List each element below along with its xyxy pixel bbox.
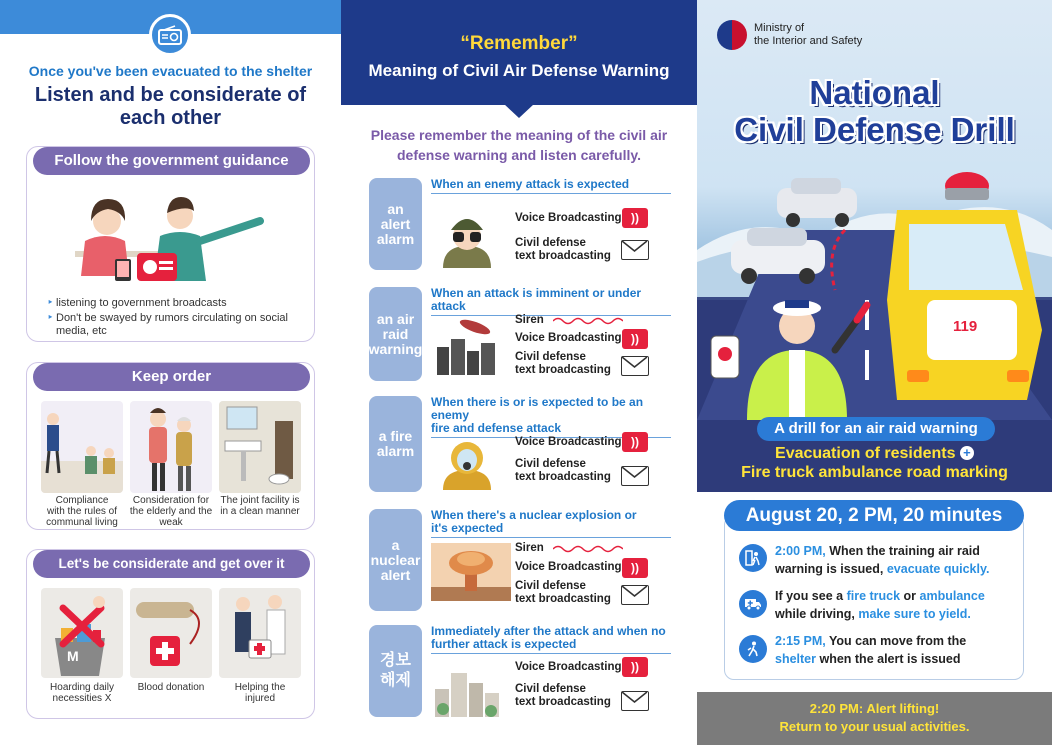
- drill-title: [697, 74, 1052, 148]
- caption-line: the elderly and the: [129, 506, 213, 517]
- alert-lifting-row: [369, 625, 684, 717]
- ministry-line: Ministry of: [754, 22, 805, 34]
- tag-line: a: [391, 536, 400, 553]
- mail-icon: [621, 356, 649, 376]
- alert-alarm-row: [369, 178, 684, 270]
- left-title: [0, 84, 341, 130]
- tag-line: alarm: [376, 443, 415, 459]
- siren-wave-icon: [553, 544, 623, 554]
- left-title-line2: each other: [119, 107, 222, 129]
- tag-line: an air: [376, 310, 415, 327]
- alert-lifting-footer: [697, 692, 1052, 745]
- caption-line: Hoarding daily: [50, 682, 114, 693]
- remember-heading: “Remember”: [460, 33, 578, 54]
- siren-label: Siren: [515, 542, 544, 554]
- caption-line: weak: [159, 517, 183, 528]
- considerate-box: [26, 549, 315, 719]
- evacuation-icon: [739, 544, 767, 572]
- voice-broadcast-icon: )): [622, 558, 648, 578]
- guidance-bullet-list: [47, 297, 307, 340]
- evacuation-text: [697, 444, 1052, 482]
- label-line: Civil defense: [515, 351, 586, 363]
- blood-donation-illustration: [130, 588, 212, 678]
- government-guidance-box: [26, 146, 315, 342]
- schedule-item-shelter: [775, 632, 1025, 668]
- city-buildings-icon: [431, 659, 503, 717]
- caption-line: necessities X: [52, 693, 112, 704]
- footer-line: Return to your usual activities.: [779, 719, 970, 734]
- blood-donation-caption: [126, 682, 216, 693]
- ministry-line: the Interior and Safety: [754, 35, 863, 47]
- subtitle-line: Please remember the meaning of the civil air: [370, 127, 668, 143]
- caption-line: with the rules of: [46, 506, 118, 517]
- voice-broadcast-icon: )): [622, 657, 648, 677]
- schedule-text: warning is issued,: [775, 562, 887, 576]
- right-panel: [697, 0, 1052, 745]
- walking-person-icon: [739, 635, 767, 663]
- helping-injured-illustration: [219, 588, 301, 678]
- voice-broadcast-icon: )): [622, 208, 648, 228]
- guidance-bullet: ‣ Don't be swayed by rumors circulating on social media, etc: [47, 312, 307, 338]
- schedule-text: You can move from the: [825, 634, 967, 648]
- mail-icon: [621, 585, 649, 605]
- air-raid-condition: [431, 287, 671, 316]
- voice-broadcasting-label: Voice Broadcasting: [515, 661, 622, 673]
- footer-line: 2:20 PM: Alert lifting!: [809, 701, 940, 716]
- schedule-highlight: shelter: [775, 652, 816, 666]
- voice-broadcast-icon: )): [622, 329, 648, 349]
- text-broadcasting-label: [515, 237, 611, 263]
- nuclear-alert-row: [369, 509, 684, 611]
- helping-injured-caption: [215, 682, 305, 704]
- caption-line: Blood donation: [137, 682, 205, 693]
- communal-rules-illustration: [41, 401, 123, 493]
- evacuation-line: Evacuation of residents: [775, 445, 956, 462]
- header-arrow: [504, 104, 534, 118]
- voice-broadcasting-label: Voice Broadcasting: [515, 212, 622, 224]
- label-line: Civil defense: [515, 237, 586, 249]
- mail-icon: [621, 466, 649, 486]
- label-line: text broadcasting: [515, 250, 611, 262]
- communal-rules-caption: [37, 495, 127, 528]
- alert-alarm-condition: [431, 178, 671, 194]
- condition-line: fire and defense attack: [431, 421, 562, 435]
- caption-line: communal living: [46, 517, 118, 528]
- air-raid-warning-row: [369, 287, 684, 381]
- label-line: Civil defense: [515, 683, 586, 695]
- label-line: Civil defense: [515, 458, 586, 470]
- voice-broadcasting-label: Voice Broadcasting: [515, 332, 622, 344]
- guidance-bullet: ‣ listening to government broadcasts: [47, 297, 307, 310]
- mail-icon: [621, 240, 649, 260]
- soldier-binoculars-icon: [431, 210, 503, 268]
- ministry-logo: [717, 20, 747, 50]
- left-subtitle: Once you've been evacuated to the shelter: [28, 63, 313, 79]
- alert-alarm-tag: [369, 178, 422, 270]
- tag-line: nuclear: [370, 551, 421, 568]
- nuclear-explosion-icon: [431, 543, 511, 601]
- caption-line: The joint facility is: [220, 495, 300, 506]
- schedule-box: [724, 515, 1024, 680]
- schedule-time: 2:15 PM,: [775, 634, 826, 648]
- drill-date-pill: August 20, 2 PM, 20 minutes: [724, 500, 1024, 531]
- text-broadcasting-label: [515, 351, 611, 377]
- car-icon: [777, 178, 857, 227]
- schedule-highlight: evacuate quickly.: [886, 562, 990, 576]
- keep-order-heading: Keep order: [33, 363, 310, 391]
- tag-line: an: [387, 200, 404, 217]
- tag-line: alert: [380, 215, 411, 232]
- label-line: text broadcasting: [515, 364, 611, 376]
- gas-mask-icon: [431, 432, 503, 490]
- drill-title-line: National: [809, 74, 940, 111]
- plus-icon: +: [960, 446, 974, 460]
- condition-line: When there's a nuclear explosion or: [431, 508, 637, 522]
- caption-line: Helping the: [234, 682, 286, 693]
- tag-line: a fire: [378, 428, 413, 444]
- schedule-highlight: ambulance: [919, 589, 985, 603]
- voice-broadcasting-label: Voice Broadcasting: [515, 436, 622, 448]
- schedule-text: or: [900, 589, 920, 603]
- schedule-item-yield: [775, 587, 1025, 623]
- label-line: text broadcasting: [515, 471, 611, 483]
- tag-line: raid: [382, 325, 409, 342]
- tag-line: alarm: [376, 230, 415, 247]
- nuclear-alert-tag: [369, 509, 422, 611]
- label-line: text broadcasting: [515, 696, 611, 708]
- schedule-text: When the training air raid: [825, 544, 980, 558]
- schedule-highlight: make sure to yield.: [858, 607, 971, 621]
- radio-icon: [149, 14, 191, 56]
- clean-facility-illustration: [219, 401, 301, 493]
- warning-meaning-title: Meaning of Civil Air Defense Warning: [368, 61, 670, 80]
- hero-illustration: [697, 0, 1052, 492]
- basket-letter: M: [67, 648, 79, 664]
- hoarding-illustration: [41, 588, 123, 678]
- ambulance-number: 119: [953, 318, 978, 335]
- alert-lifting-condition: [431, 625, 671, 654]
- family-listening-illustration: [55, 181, 287, 293]
- road-marking-line: Fire truck ambulance road marking: [741, 464, 1008, 481]
- condition-line: When there is or is expected to be an enemy: [431, 395, 644, 422]
- tag-line: 경보: [380, 652, 411, 669]
- elderly-care-illustration: [130, 401, 212, 493]
- text-broadcasting-label: [515, 580, 611, 606]
- schedule-item-evacuate: [775, 542, 1025, 578]
- left-title-line1: Listen and be considerate of: [34, 84, 307, 106]
- siren-wave-icon: [553, 316, 623, 326]
- tag-line: 해제: [380, 672, 411, 689]
- schedule-time: 2:00 PM,: [775, 544, 826, 558]
- middle-panel: [341, 0, 697, 745]
- tag-line: alert: [380, 566, 411, 583]
- voice-broadcast-icon: )): [622, 432, 648, 452]
- schedule-text: when the alert is issued: [816, 652, 961, 666]
- condition-line: When an attack is imminent or under attack: [431, 286, 642, 313]
- clean-facility-caption: [215, 495, 305, 517]
- tag-line: warning: [368, 340, 423, 357]
- text-broadcasting-label: [515, 458, 611, 484]
- label-line: text broadcasting: [515, 593, 611, 605]
- subtitle-line: defense warning and listen carefully.: [396, 147, 642, 163]
- fire-alarm-row: [369, 396, 684, 492]
- air-raid-drill-pill: A drill for an air raid warning: [757, 417, 995, 441]
- missile-city-icon: [431, 317, 503, 375]
- voice-broadcasting-label: Voice Broadcasting: [515, 561, 622, 573]
- elderly-care-caption: [126, 495, 216, 528]
- label-line: Civil defense: [515, 580, 586, 592]
- siren-label: Siren: [515, 314, 544, 326]
- ministry-name: [754, 22, 862, 48]
- condition-line: When an enemy attack is expected: [431, 177, 630, 191]
- nuclear-alert-condition: [431, 509, 671, 538]
- hoarding-caption: [37, 682, 127, 704]
- schedule-text: If you see a: [775, 589, 847, 603]
- warning-subtitle: [349, 125, 689, 165]
- condition-line: further attack is expected: [431, 637, 577, 651]
- text-broadcasting-label: [515, 683, 611, 709]
- mail-icon: [621, 691, 649, 711]
- schedule-highlight: fire truck: [846, 589, 901, 603]
- government-guidance-heading: Follow the government guidance: [33, 147, 310, 175]
- condition-line: Immediately after the attack and when no: [431, 624, 666, 638]
- caption-line: Compliance: [55, 495, 109, 506]
- considerate-heading: Let's be considerate and get over it: [33, 550, 310, 578]
- alert-lifting-tag: [369, 625, 422, 717]
- left-panel: [0, 0, 341, 745]
- caption-line: Consideration for: [132, 495, 210, 506]
- caption-line: injured: [244, 693, 276, 704]
- drill-title-line: Civil Defense Drill: [734, 111, 1015, 148]
- condition-line: it's expected: [431, 521, 504, 535]
- caption-line: in a clean manner: [220, 506, 300, 517]
- fire-alarm-tag: [369, 396, 422, 492]
- schedule-text: while driving,: [775, 607, 859, 621]
- ambulance-icon: [739, 590, 767, 618]
- air-raid-warning-tag: [369, 287, 422, 381]
- keep-order-box: [26, 362, 315, 530]
